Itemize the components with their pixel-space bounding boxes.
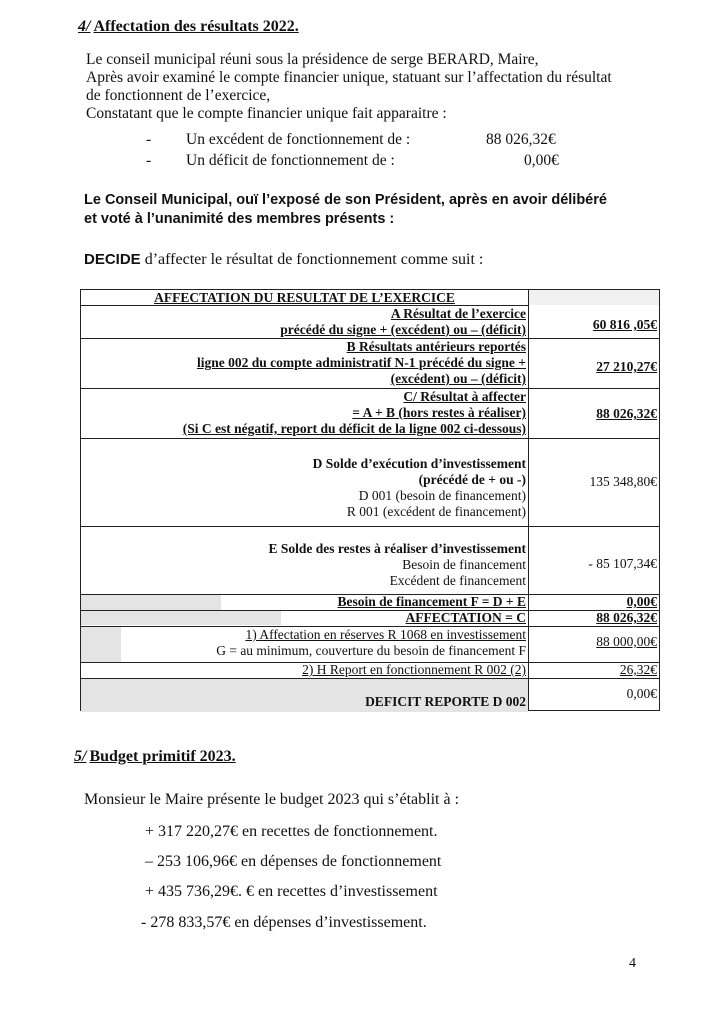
item-dash: - <box>146 152 152 169</box>
row-c-line-2: = A + B (hors restes à réaliser) <box>352 405 526 420</box>
item-label: Un excédent de fonctionnement de : <box>186 131 411 148</box>
page-number: 4 <box>629 956 636 971</box>
row-f-value: 0,00€ <box>626 594 657 609</box>
item-label: Un déficit de fonctionnement de : <box>186 152 395 169</box>
section-5-heading <box>74 748 236 766</box>
section-5-number: 5/ <box>74 748 87 765</box>
decide-rest: d’affecter le résultat de fonctionnement comme suit : <box>140 251 484 268</box>
section-4-title: Affectation des résultats 2022. <box>93 18 299 35</box>
decide-line <box>84 251 483 269</box>
shade-g-row <box>81 626 121 662</box>
shade-f-row <box>81 594 221 610</box>
row-affectation-value: 88 026,32€ <box>596 610 657 625</box>
section-4-heading <box>78 18 299 36</box>
budget-intro: Monsieur le Maire présente le budget 2023 qui s’établit à : <box>84 791 460 808</box>
budget-line-1: + 317 220,27€ en recettes de fonctionnement. <box>145 823 438 840</box>
shade-header-right <box>529 290 659 305</box>
row-d-line-1: D Solde d’exécution d’investissement <box>312 456 526 471</box>
row-b-line-1: B Résultats antérieurs reportés <box>346 339 526 354</box>
budget-line-4: - 278 833,57€ en dépenses d’investissement. <box>141 914 427 931</box>
row-d-line-4: R 001 (excédent de financement) <box>346 504 526 519</box>
row-d-line-2: (précédé de + ou -) <box>418 472 526 487</box>
row-b-line-3: (excédent) ou – (déficit) <box>390 371 526 386</box>
row-c-line-1: C/ Résultat à affecter <box>403 389 526 404</box>
row-e-value: - 85 107,34€ <box>588 556 657 571</box>
row-deficit-value: 0,00€ <box>626 686 657 701</box>
intro-line-1: Le conseil municipal réuni sous la présidence de serge BERARD, Maire, <box>86 51 539 68</box>
row-e-line-3: Excédent de financement <box>389 573 526 588</box>
row-b-value: 27 210,27€ <box>596 359 657 374</box>
item-dash: - <box>146 131 152 148</box>
row-divider <box>81 438 659 439</box>
row-c-value: 88 026,32€ <box>596 406 657 421</box>
intro-line-3: de fonctionnent de l’exercice, <box>86 87 271 104</box>
row-divider <box>81 610 659 611</box>
intro-line-4: Constatant que le compte financier unique fait apparaitre : <box>86 105 447 122</box>
row-e-line-2: Besoin de financement <box>402 557 526 572</box>
section-4-number: 4/ <box>78 18 91 35</box>
decide-word: DECIDE <box>84 251 141 268</box>
budget-line-2: – 253 106,96€ en dépenses de fonctionnement <box>145 853 442 870</box>
row-b-line-2: ligne 002 du compte administratif N-1 précédé du signe + <box>196 355 526 370</box>
item-value: 88 026,32€ <box>486 131 556 148</box>
row-f-label: Besoin de financement F = D + E <box>337 594 526 609</box>
row-h-label: 2) H Report en fonctionnement R 002 (2) <box>302 662 526 677</box>
row-divider <box>81 526 659 527</box>
council-line-1: Le Conseil Municipal, ouï l’exposé de son Président, après en avoir délibéré <box>84 192 607 208</box>
row-g-value: 88 000,00€ <box>596 634 657 649</box>
column-divider <box>528 290 529 710</box>
row-c-line-3: (Si C est négatif, report du déficit de la ligne 002 ci-dessous) <box>182 421 526 436</box>
row-divider <box>81 678 659 679</box>
council-line-2: et voté à l’unanimité des membres présents : <box>84 211 395 227</box>
row-d-value: 135 348,80€ <box>589 474 657 489</box>
budget-line-3: + 435 736,29€. € en recettes d’investissement <box>145 883 438 900</box>
intro-line-2: Après avoir examiné le compte financier unique, statuant sur l’affectation du résultat <box>86 69 612 86</box>
item-value: 0,00€ <box>524 152 559 169</box>
row-e-line-1: E Solde des restes à réaliser d’investissement <box>268 541 526 556</box>
row-affectation-label: AFFECTATION = C <box>405 610 526 625</box>
section-5-title: Budget primitif 2023. <box>89 748 236 765</box>
row-g-line-1: 1) Affectation en réserves R 1068 en investissement <box>245 627 526 642</box>
row-a-value: 60 816 ,05€ <box>592 317 657 332</box>
row-a-line-1: A Résultat de l’exercice <box>390 306 526 321</box>
row-g-line-2: G = au minimum, couverture du besoin de financement F <box>216 643 526 658</box>
shade-aff-row <box>81 610 281 625</box>
row-d-line-3: D 001 (besoin de financement) <box>358 488 526 503</box>
row-divider <box>81 388 659 389</box>
row-h-value: 26,32€ <box>619 662 657 677</box>
row-a-line-2: précédé du signe + (excédent) ou – (déficit) <box>280 322 526 337</box>
row-deficit-label: DEFICIT REPORTE D 002 <box>365 694 526 709</box>
table-header: AFFECTATION DU RESULTAT DE L’EXERCICE <box>154 290 455 305</box>
affectation-table <box>80 289 660 711</box>
